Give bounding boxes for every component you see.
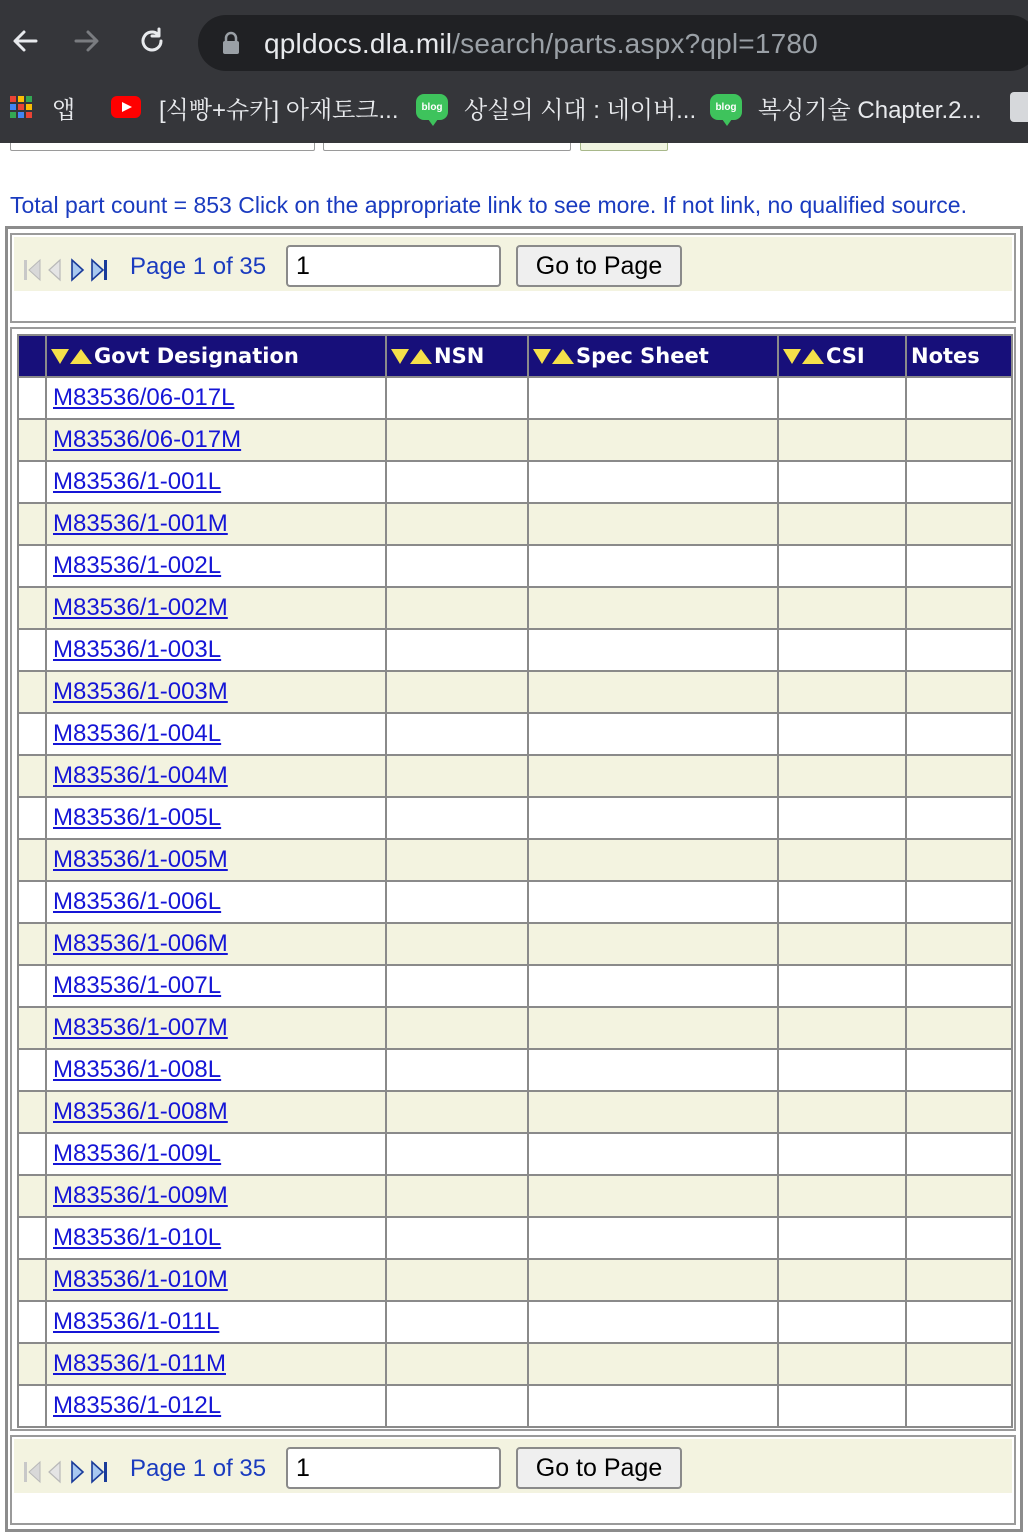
select-cell bbox=[18, 377, 46, 419]
spec-sheet-cell bbox=[528, 1049, 778, 1091]
part-designation-link[interactable]: M83536/1-011L bbox=[53, 1308, 220, 1335]
select-cell bbox=[18, 923, 46, 965]
pager-bottom bbox=[10, 1435, 1016, 1525]
notes-cell bbox=[906, 545, 1012, 587]
part-designation-link[interactable]: M83536/1-010M bbox=[53, 1266, 228, 1293]
table-row bbox=[18, 881, 1012, 923]
part-designation-link[interactable]: M83536/1-009M bbox=[53, 1182, 228, 1209]
parts-table bbox=[17, 334, 1013, 1428]
column-header-select bbox=[18, 335, 46, 377]
notes-cell bbox=[906, 965, 1012, 1007]
table-row bbox=[18, 713, 1012, 755]
spec-sheet-cell bbox=[528, 1385, 778, 1427]
youtube-icon bbox=[111, 96, 141, 118]
bookmarks-bar bbox=[0, 84, 1028, 130]
select-cell bbox=[18, 1133, 46, 1175]
nsn-cell bbox=[386, 1091, 528, 1133]
spec-sheet-cell bbox=[528, 587, 778, 629]
govt-designation-cell bbox=[46, 881, 386, 923]
select-cell bbox=[18, 1091, 46, 1133]
csi-cell bbox=[778, 755, 906, 797]
select-cell bbox=[18, 1301, 46, 1343]
notes-cell bbox=[906, 881, 1012, 923]
sort-ascending-icon[interactable] bbox=[410, 349, 432, 364]
table-row bbox=[18, 1049, 1012, 1091]
nsn-cell bbox=[386, 1175, 528, 1217]
part-designation-link[interactable]: M83536/1-011M bbox=[53, 1350, 226, 1377]
part-designation-link[interactable]: M83536/1-006M bbox=[53, 930, 228, 957]
column-header-spec-sheet[interactable] bbox=[528, 335, 778, 377]
nsn-cell bbox=[386, 629, 528, 671]
total-part-count-text: Total part count = 853 Click on the appropriate link to see more. If not link, no qualified source. bbox=[10, 192, 967, 218]
browser-chrome bbox=[0, 0, 1028, 143]
part-designation-link[interactable]: M83536/1-001M bbox=[53, 510, 228, 537]
csi-cell bbox=[778, 1259, 906, 1301]
notes-cell bbox=[906, 629, 1012, 671]
part-designation-link[interactable]: M83536/1-008L bbox=[53, 1056, 222, 1083]
csi-cell bbox=[778, 503, 906, 545]
govt-designation-cell bbox=[46, 377, 386, 419]
previous-page-icon[interactable] bbox=[44, 257, 66, 283]
column-header-label: Notes bbox=[911, 344, 980, 368]
part-designation-link[interactable]: M83536/06-017L bbox=[53, 384, 235, 411]
bookmark-apps[interactable] bbox=[10, 84, 75, 130]
spec-sheet-cell bbox=[528, 1133, 778, 1175]
search-button-partial[interactable] bbox=[580, 143, 668, 151]
csi-cell bbox=[778, 671, 906, 713]
spec-sheet-cell bbox=[528, 713, 778, 755]
table-row bbox=[18, 503, 1012, 545]
column-header-label: Govt Designation bbox=[94, 344, 299, 368]
select-cell bbox=[18, 587, 46, 629]
bookmark-label: [식빵+슈카] 아재토크... bbox=[159, 96, 399, 124]
part-designation-link[interactable]: M83536/1-012L bbox=[53, 1392, 222, 1419]
select-cell bbox=[18, 797, 46, 839]
govt-designation-cell bbox=[46, 1133, 386, 1175]
select-cell bbox=[18, 1175, 46, 1217]
govt-designation-cell bbox=[46, 671, 386, 713]
column-header-nsn[interactable] bbox=[386, 335, 528, 377]
govt-designation-cell bbox=[46, 713, 386, 755]
apps-grid-icon bbox=[10, 96, 32, 118]
govt-designation-cell bbox=[46, 1049, 386, 1091]
partially-scrolled-search-controls bbox=[0, 143, 1028, 155]
csi-cell bbox=[778, 461, 906, 503]
go-to-page-button[interactable]: Go to Page bbox=[516, 245, 682, 287]
sort-arrows-icon[interactable] bbox=[391, 349, 432, 364]
nsn-cell bbox=[386, 419, 528, 461]
table-row bbox=[18, 1007, 1012, 1049]
notes-cell bbox=[906, 755, 1012, 797]
csi-cell bbox=[778, 881, 906, 923]
govt-designation-cell bbox=[46, 1091, 386, 1133]
nsn-cell bbox=[386, 671, 528, 713]
column-header-notes bbox=[906, 335, 1012, 377]
nsn-cell bbox=[386, 1133, 528, 1175]
govt-designation-cell bbox=[46, 629, 386, 671]
page-indicator: Page 1 of 35 bbox=[130, 1455, 267, 1482]
govt-designation-cell bbox=[46, 503, 386, 545]
select-cell bbox=[18, 965, 46, 1007]
nsn-cell bbox=[386, 755, 528, 797]
csi-cell bbox=[778, 965, 906, 1007]
csi-cell bbox=[778, 1133, 906, 1175]
select-cell bbox=[18, 713, 46, 755]
select-cell bbox=[18, 461, 46, 503]
csi-cell bbox=[778, 713, 906, 755]
select-cell bbox=[18, 1343, 46, 1385]
sort-arrows-icon[interactable] bbox=[533, 349, 574, 364]
notes-cell bbox=[906, 1259, 1012, 1301]
pager-top bbox=[10, 233, 1016, 323]
notes-cell bbox=[906, 1385, 1012, 1427]
govt-designation-cell bbox=[46, 545, 386, 587]
csi-cell bbox=[778, 1343, 906, 1385]
notes-cell bbox=[906, 1175, 1012, 1217]
part-designation-link[interactable]: M83536/1-009L bbox=[53, 1140, 222, 1167]
notes-cell bbox=[906, 587, 1012, 629]
govt-designation-cell bbox=[46, 923, 386, 965]
column-header-label: Spec Sheet bbox=[576, 344, 709, 368]
spec-sheet-cell bbox=[528, 1175, 778, 1217]
govt-designation-cell bbox=[46, 1301, 386, 1343]
spec-sheet-cell bbox=[528, 1091, 778, 1133]
table-row bbox=[18, 1133, 1012, 1175]
part-designation-link[interactable]: M83536/1-004M bbox=[53, 762, 228, 789]
notes-cell bbox=[906, 1007, 1012, 1049]
sort-arrows-icon[interactable] bbox=[783, 349, 824, 364]
part-designation-link[interactable]: M83536/1-006L bbox=[53, 888, 222, 915]
spec-sheet-cell bbox=[528, 503, 778, 545]
page-indicator: Page 1 of 35 bbox=[130, 253, 267, 280]
select-cell bbox=[18, 545, 46, 587]
sort-descending-icon[interactable] bbox=[533, 349, 551, 364]
govt-designation-cell bbox=[46, 797, 386, 839]
parts-table-frame bbox=[10, 327, 1016, 1431]
forward-arrow-icon bbox=[72, 26, 102, 56]
govt-designation-cell bbox=[46, 1343, 386, 1385]
table-row bbox=[18, 965, 1012, 1007]
next-page-icon[interactable] bbox=[66, 257, 88, 283]
notes-cell bbox=[906, 503, 1012, 545]
sort-ascending-icon[interactable] bbox=[552, 349, 574, 364]
part-designation-link[interactable]: M83536/1-003M bbox=[53, 678, 228, 705]
nsn-cell bbox=[386, 839, 528, 881]
address-bar[interactable] bbox=[198, 15, 1028, 71]
select-cell bbox=[18, 881, 46, 923]
csi-cell bbox=[778, 587, 906, 629]
select-cell bbox=[18, 419, 46, 461]
url-text bbox=[264, 28, 818, 60]
search-field-partial[interactable] bbox=[10, 143, 315, 151]
table-row bbox=[18, 797, 1012, 839]
sort-arrows-icon[interactable] bbox=[51, 349, 92, 364]
csi-cell bbox=[778, 419, 906, 461]
notes-cell bbox=[906, 671, 1012, 713]
table-body bbox=[18, 377, 1012, 1427]
notes-cell bbox=[906, 1091, 1012, 1133]
spec-sheet-cell bbox=[528, 1301, 778, 1343]
notes-cell bbox=[906, 797, 1012, 839]
csi-cell bbox=[778, 1175, 906, 1217]
spec-sheet-cell bbox=[528, 419, 778, 461]
select-cell bbox=[18, 839, 46, 881]
bookmark-blog-1[interactable] bbox=[416, 84, 696, 130]
next-page-icon[interactable] bbox=[66, 1459, 88, 1485]
pager-band bbox=[14, 237, 1012, 291]
part-designation-link[interactable]: M83536/06-017M bbox=[53, 426, 242, 453]
url-path: /search/parts.aspx?qpl=1780 bbox=[452, 28, 818, 59]
table-row bbox=[18, 671, 1012, 713]
table-row bbox=[18, 1091, 1012, 1133]
govt-designation-cell bbox=[46, 965, 386, 1007]
nsn-cell bbox=[386, 377, 528, 419]
govt-designation-cell bbox=[46, 755, 386, 797]
csi-cell bbox=[778, 629, 906, 671]
table-row bbox=[18, 1175, 1012, 1217]
notes-cell bbox=[906, 1217, 1012, 1259]
select-cell bbox=[18, 755, 46, 797]
select-cell bbox=[18, 1217, 46, 1259]
bookmark-blog-2[interactable] bbox=[710, 84, 981, 130]
govt-designation-cell bbox=[46, 461, 386, 503]
part-designation-link[interactable]: M83536/1-008M bbox=[53, 1098, 228, 1125]
govt-designation-cell bbox=[46, 1007, 386, 1049]
table-row bbox=[18, 587, 1012, 629]
spec-sheet-cell bbox=[528, 965, 778, 1007]
table-row bbox=[18, 545, 1012, 587]
notes-cell bbox=[906, 1049, 1012, 1091]
select-cell bbox=[18, 1385, 46, 1427]
select-cell bbox=[18, 503, 46, 545]
csi-cell bbox=[778, 1385, 906, 1427]
notes-cell bbox=[906, 1133, 1012, 1175]
spec-sheet-cell bbox=[528, 545, 778, 587]
table-row bbox=[18, 1385, 1012, 1427]
spec-sheet-cell bbox=[528, 629, 778, 671]
nsn-cell bbox=[386, 1007, 528, 1049]
nsn-cell bbox=[386, 461, 528, 503]
notes-cell bbox=[906, 923, 1012, 965]
nsn-cell bbox=[386, 923, 528, 965]
part-designation-link[interactable]: M83536/1-001L bbox=[53, 468, 222, 495]
bookmark-label: 앱 bbox=[52, 96, 76, 124]
go-to-page-button[interactable]: Go to Page bbox=[516, 1447, 682, 1489]
spec-sheet-cell bbox=[528, 377, 778, 419]
govt-designation-cell bbox=[46, 587, 386, 629]
table-row bbox=[18, 461, 1012, 503]
reload-icon bbox=[137, 26, 167, 56]
table-row bbox=[18, 839, 1012, 881]
sort-ascending-icon[interactable] bbox=[70, 349, 92, 364]
first-page-icon[interactable] bbox=[22, 257, 44, 283]
govt-designation-cell bbox=[46, 419, 386, 461]
pager-nav-icons bbox=[22, 257, 110, 283]
csi-cell bbox=[778, 545, 906, 587]
spec-sheet-cell bbox=[528, 1259, 778, 1301]
select-cell bbox=[18, 1007, 46, 1049]
forward-button[interactable] bbox=[66, 20, 108, 62]
select-cell bbox=[18, 1259, 46, 1301]
part-designation-link[interactable]: M83536/1-004L bbox=[53, 720, 222, 747]
notes-cell bbox=[906, 419, 1012, 461]
previous-page-icon[interactable] bbox=[44, 1459, 66, 1485]
notes-cell bbox=[906, 713, 1012, 755]
notes-cell bbox=[906, 1343, 1012, 1385]
spec-sheet-cell bbox=[528, 839, 778, 881]
bookmark-label: 복싱기술 Chapter.2... bbox=[758, 96, 982, 124]
table-row bbox=[18, 377, 1012, 419]
select-cell bbox=[18, 629, 46, 671]
part-designation-link[interactable]: M83536/1-010L bbox=[53, 1224, 222, 1251]
spec-sheet-cell bbox=[528, 1007, 778, 1049]
table-row bbox=[18, 419, 1012, 461]
table-row bbox=[18, 923, 1012, 965]
spec-sheet-cell bbox=[528, 797, 778, 839]
table-row bbox=[18, 1343, 1012, 1385]
select-cell bbox=[18, 671, 46, 713]
nsn-cell bbox=[386, 545, 528, 587]
column-header-govt-designation[interactable] bbox=[46, 335, 386, 377]
browser-toolbar bbox=[0, 6, 1028, 78]
column-header-label: NSN bbox=[434, 344, 485, 368]
spec-sheet-cell bbox=[528, 1217, 778, 1259]
table-row bbox=[18, 1259, 1012, 1301]
search-select-partial[interactable] bbox=[323, 143, 571, 151]
lock-icon bbox=[220, 30, 242, 56]
govt-designation-cell bbox=[46, 839, 386, 881]
nsn-cell bbox=[386, 1301, 528, 1343]
notes-cell bbox=[906, 377, 1012, 419]
table-row bbox=[18, 755, 1012, 797]
govt-designation-cell bbox=[46, 1385, 386, 1427]
last-page-icon[interactable] bbox=[88, 257, 110, 283]
bookmark-youtube[interactable] bbox=[111, 84, 399, 130]
part-designation-link[interactable]: M83536/1-002M bbox=[53, 594, 228, 621]
nsn-cell bbox=[386, 503, 528, 545]
pager-band bbox=[14, 1439, 1012, 1493]
notes-cell bbox=[906, 461, 1012, 503]
nsn-cell bbox=[386, 1343, 528, 1385]
nsn-cell bbox=[386, 881, 528, 923]
back-button[interactable] bbox=[4, 20, 46, 62]
spec-sheet-cell bbox=[528, 1343, 778, 1385]
csi-cell bbox=[778, 1091, 906, 1133]
nsn-cell bbox=[386, 1259, 528, 1301]
back-arrow-icon bbox=[10, 26, 40, 56]
first-page-icon[interactable] bbox=[22, 1459, 44, 1485]
spec-sheet-cell bbox=[528, 881, 778, 923]
nsn-cell bbox=[386, 1385, 528, 1427]
pager-nav-icons bbox=[22, 1459, 110, 1485]
spec-sheet-cell bbox=[528, 671, 778, 713]
nsn-cell bbox=[386, 1217, 528, 1259]
part-designation-link[interactable]: M83536/1-002L bbox=[53, 552, 222, 579]
spec-sheet-cell bbox=[528, 461, 778, 503]
part-designation-link[interactable]: M83536/1-005L bbox=[53, 804, 222, 831]
nsn-cell bbox=[386, 1049, 528, 1091]
table-row bbox=[18, 1301, 1012, 1343]
sort-descending-icon[interactable] bbox=[391, 349, 409, 364]
sort-ascending-icon[interactable] bbox=[802, 349, 824, 364]
nsn-cell bbox=[386, 713, 528, 755]
spec-sheet-cell bbox=[528, 755, 778, 797]
table-header-row bbox=[18, 335, 1012, 377]
camera-icon[interactable] bbox=[1010, 92, 1028, 122]
govt-designation-cell bbox=[46, 1175, 386, 1217]
table-row bbox=[18, 1217, 1012, 1259]
nsn-cell bbox=[386, 797, 528, 839]
part-designation-link[interactable]: M83536/1-005M bbox=[53, 846, 228, 873]
nsn-cell bbox=[386, 965, 528, 1007]
reload-button[interactable] bbox=[131, 20, 173, 62]
csi-cell bbox=[778, 1217, 906, 1259]
csi-cell bbox=[778, 797, 906, 839]
part-designation-link[interactable]: M83536/1-007M bbox=[53, 1014, 228, 1041]
sort-descending-icon[interactable] bbox=[51, 349, 69, 364]
part-designation-link[interactable]: M83536/1-003L bbox=[53, 636, 222, 663]
sort-descending-icon[interactable] bbox=[783, 349, 801, 364]
url-host: qpldocs.dla.mil bbox=[264, 28, 453, 59]
page-number-input[interactable] bbox=[286, 1447, 501, 1489]
bookmark-label: 상실의 시대 : 네이버... bbox=[464, 96, 697, 124]
naver-blog-icon: blog bbox=[416, 94, 448, 120]
page-number-input[interactable] bbox=[286, 245, 501, 287]
select-cell bbox=[18, 1049, 46, 1091]
nsn-cell bbox=[386, 587, 528, 629]
part-designation-link[interactable]: M83536/1-007L bbox=[53, 972, 222, 999]
govt-designation-cell bbox=[46, 1217, 386, 1259]
csi-cell bbox=[778, 1301, 906, 1343]
govt-designation-cell bbox=[46, 1259, 386, 1301]
csi-cell bbox=[778, 377, 906, 419]
column-header-label: CSI bbox=[826, 344, 865, 368]
csi-cell bbox=[778, 1049, 906, 1091]
spec-sheet-cell bbox=[528, 923, 778, 965]
table-row bbox=[18, 629, 1012, 671]
notes-cell bbox=[906, 1301, 1012, 1343]
csi-cell bbox=[778, 1007, 906, 1049]
csi-cell bbox=[778, 839, 906, 881]
csi-cell bbox=[778, 923, 906, 965]
notes-cell bbox=[906, 839, 1012, 881]
naver-blog-icon: blog bbox=[710, 94, 742, 120]
last-page-icon[interactable] bbox=[88, 1459, 110, 1485]
column-header-csi[interactable] bbox=[778, 335, 906, 377]
